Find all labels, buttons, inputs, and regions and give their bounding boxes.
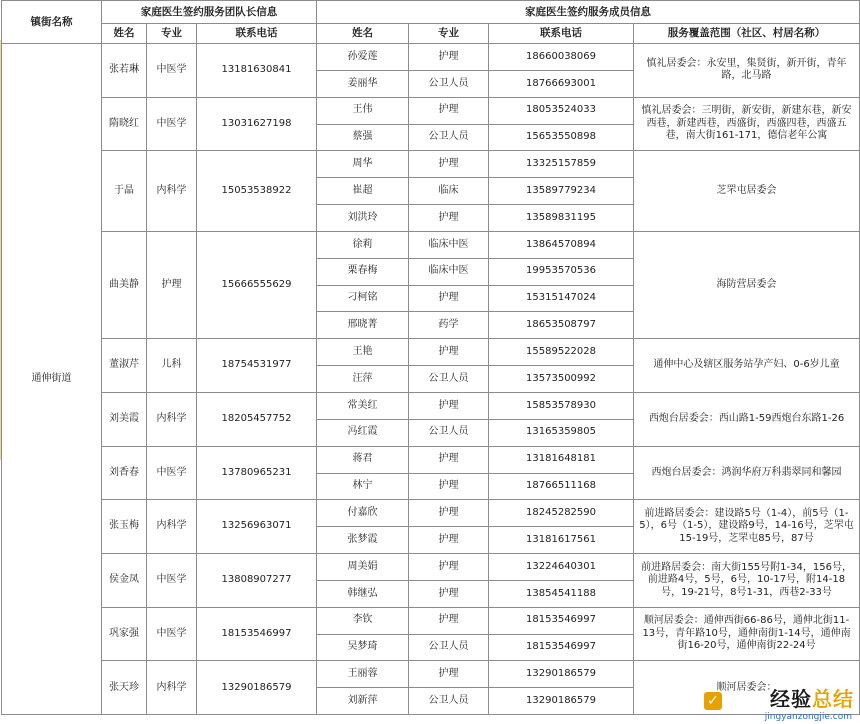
watermark-logo [704,688,854,722]
member-specialty: 护理 [409,473,489,500]
leader-name: 曲美静 [102,231,147,338]
member-phone: 13864570894 [489,231,634,258]
member-specialty: 临床中医 [409,231,489,258]
leader-specialty: 护理 [147,231,197,338]
member-name: 孙爱莲 [317,44,409,71]
member-phone: 13165359805 [489,419,634,446]
member-phone: 13290186579 [489,661,634,688]
member-phone: 18766693001 [489,70,634,97]
watermark-text [770,683,854,712]
leader-name: 巩家强 [102,607,147,661]
member-specialty: 护理 [409,339,489,366]
member-phone: 13290186579 [489,688,634,715]
member-phone: 18653508797 [489,312,634,339]
member-name: 王伟 [317,97,409,124]
table-row [2,554,860,581]
member-specialty: 护理 [409,527,489,554]
coverage-cell: 顺河居委会： [634,661,860,715]
leader-specialty: 中医学 [147,446,197,500]
member-phone: 13854541188 [489,580,634,607]
leader-name: 隋晓红 [102,97,147,151]
member-name: 周美娟 [317,554,409,581]
leader-specialty: 内科学 [147,661,197,715]
member-name: 王丽蓉 [317,661,409,688]
leader-name: 于晶 [102,151,147,232]
member-name: 刘洪玲 [317,205,409,232]
leader-phone: 18205457752 [197,392,317,446]
header-leader-phone: 联系电话 [197,24,317,44]
watermark-text-right: 总结 [812,687,854,711]
table-row [2,44,860,71]
table-row [2,339,860,366]
header-row-columns [2,24,860,44]
member-specialty: 护理 [409,607,489,634]
table-row [2,661,860,688]
header-member-group: 家庭医生签约服务成员信息 [317,1,860,24]
coverage-cell: 慎礼居委会：永安里，集贤街，新开街，青年路，北马路 [634,44,860,98]
member-name: 李钦 [317,607,409,634]
member-name: 汪萍 [317,366,409,393]
member-phone: 19953570536 [489,258,634,285]
member-phone: 18153546997 [489,634,634,661]
leader-phone: 18754531977 [197,339,317,393]
coverage-cell: 海防营居委会 [634,231,860,338]
member-specialty: 护理 [409,446,489,473]
leader-name: 侯金凤 [102,554,147,608]
leader-phone: 13290186579 [197,661,317,715]
table-row [2,607,860,634]
leader-phone: 13256963071 [197,500,317,554]
coverage-cell: 前进路居委会：建设路5号（1-4），前5号（1-5），6号（1-5），建设路9号，14-16号，芝罘屯15-19号，芝罘屯85号，87号 [634,500,860,554]
member-phone: 18053524033 [489,97,634,124]
member-phone: 13589831195 [489,205,634,232]
table-row [2,231,860,258]
header-row-group [2,1,860,24]
member-phone: 15653550898 [489,124,634,151]
member-phone: 13589779234 [489,178,634,205]
member-specialty: 公卫人员 [409,634,489,661]
table-row [2,446,860,473]
member-specialty: 护理 [409,44,489,71]
member-specialty: 护理 [409,97,489,124]
coverage-cell: 芝罘屯居委会 [634,151,860,232]
header-member-specialty: 专业 [409,24,489,44]
member-name: 林宁 [317,473,409,500]
leader-phone: 15666555629 [197,231,317,338]
member-name: 韩继弘 [317,580,409,607]
member-name: 栗春梅 [317,258,409,285]
coverage-cell: 西炮台居委会：西山路1-59西炮台东路1-26 [634,392,860,446]
member-specialty: 护理 [409,205,489,232]
member-specialty: 护理 [409,285,489,312]
leader-specialty: 内科学 [147,500,197,554]
member-phone: 15589522028 [489,339,634,366]
leader-specialty: 中医学 [147,607,197,661]
leader-specialty: 儿科 [147,339,197,393]
member-phone: 18153546997 [489,607,634,634]
leader-name: 董淑芹 [102,339,147,393]
coverage-cell: 西炮台居委会：鸿润华府万科翡翠同和馨园 [634,446,860,500]
member-phone: 13181617561 [489,527,634,554]
member-phone: 15315147024 [489,285,634,312]
leader-phone: 13780965231 [197,446,317,500]
table-row [2,392,860,419]
member-phone: 13181648181 [489,446,634,473]
table-row [2,151,860,178]
member-name: 刘新萍 [317,688,409,715]
member-name: 徐莉 [317,231,409,258]
member-name: 蒋君 [317,446,409,473]
member-phone: 13224640301 [489,554,634,581]
header-town: 镇街名称 [2,1,102,44]
leader-name: 张天珍 [102,661,147,715]
member-name: 张梦霞 [317,527,409,554]
leader-phone: 13808907277 [197,554,317,608]
member-phone: 18245282590 [489,500,634,527]
member-specialty: 公卫人员 [409,124,489,151]
member-specialty: 公卫人员 [409,366,489,393]
watermark-text-left: 经验 [770,687,812,711]
town-cell: 通伸街道 [2,44,102,715]
member-name: 姜丽华 [317,70,409,97]
leader-specialty: 中医学 [147,44,197,98]
header-leader-name: 姓名 [102,24,147,44]
header-leader-group: 家庭医生签约服务团队长信息 [102,1,317,24]
leader-specialty: 中医学 [147,554,197,608]
table-row [2,97,860,124]
member-name: 王艳 [317,339,409,366]
member-name: 刁柯铭 [317,285,409,312]
coverage-cell: 通伸中心及辖区服务站孕产妇、0-6岁儿童 [634,339,860,393]
check-icon: ✓ [704,692,722,710]
member-specialty: 临床中医 [409,258,489,285]
header-member-name: 姓名 [317,24,409,44]
member-name: 常美红 [317,392,409,419]
member-name: 邢晓菁 [317,312,409,339]
member-specialty: 公卫人员 [409,688,489,715]
member-phone: 18766511168 [489,473,634,500]
leader-name: 刘香春 [102,446,147,500]
member-phone: 18660038069 [489,44,634,71]
member-phone: 13573500992 [489,366,634,393]
member-specialty: 公卫人员 [409,419,489,446]
leader-name: 张若琳 [102,44,147,98]
member-phone: 13325157859 [489,151,634,178]
member-name: 付嘉欣 [317,500,409,527]
member-specialty: 护理 [409,554,489,581]
coverage-cell: 慎礼居委会：三明街，新安街，新建东巷，新安西巷，新建西巷，西盛街，西盛四巷，西盛五巷，南大街161-171，德信老年公寓 [634,97,860,151]
member-name: 周华 [317,151,409,178]
header-leader-specialty: 专业 [147,24,197,44]
member-name: 崔超 [317,178,409,205]
member-specialty: 护理 [409,500,489,527]
leader-name: 张玉梅 [102,500,147,554]
family-doctor-table [1,0,860,715]
member-specialty: 护理 [409,392,489,419]
member-specialty: 护理 [409,151,489,178]
leader-specialty: 内科学 [147,392,197,446]
leader-name: 刘美霞 [102,392,147,446]
coverage-cell: 前进路居委会：南大街155号附1-34，156号，前进路4号，5号，6号，10-17号，附14-18号，19-21号，8号1-31，西巷2-33号 [634,554,860,608]
leader-specialty: 中医学 [147,97,197,151]
leader-phone: 15053538922 [197,151,317,232]
member-specialty: 药学 [409,312,489,339]
coverage-cell: 顺河居委会：通伸西街66-86号，通伸北街11-13号，青年路10号，通伸南街1-14号，通伸南街16-20号，通伸南街22-24号 [634,607,860,661]
member-specialty: 公卫人员 [409,70,489,97]
member-name: 蔡强 [317,124,409,151]
member-name: 吴梦琦 [317,634,409,661]
leader-phone: 13181630841 [197,44,317,98]
member-specialty: 护理 [409,580,489,607]
member-phone: 15853578930 [489,392,634,419]
header-member-phone: 联系电话 [489,24,634,44]
member-specialty: 临床 [409,178,489,205]
leader-specialty: 内科学 [147,151,197,232]
leader-phone: 13031627198 [197,97,317,151]
table-row [2,500,860,527]
member-name: 冯红霞 [317,419,409,446]
member-specialty: 护理 [409,661,489,688]
leader-phone: 18153546997 [197,607,317,661]
watermark-url: jingyanzongjie.com [764,712,852,722]
header-coverage: 服务覆盖范围（社区、村居名称） [634,24,860,44]
